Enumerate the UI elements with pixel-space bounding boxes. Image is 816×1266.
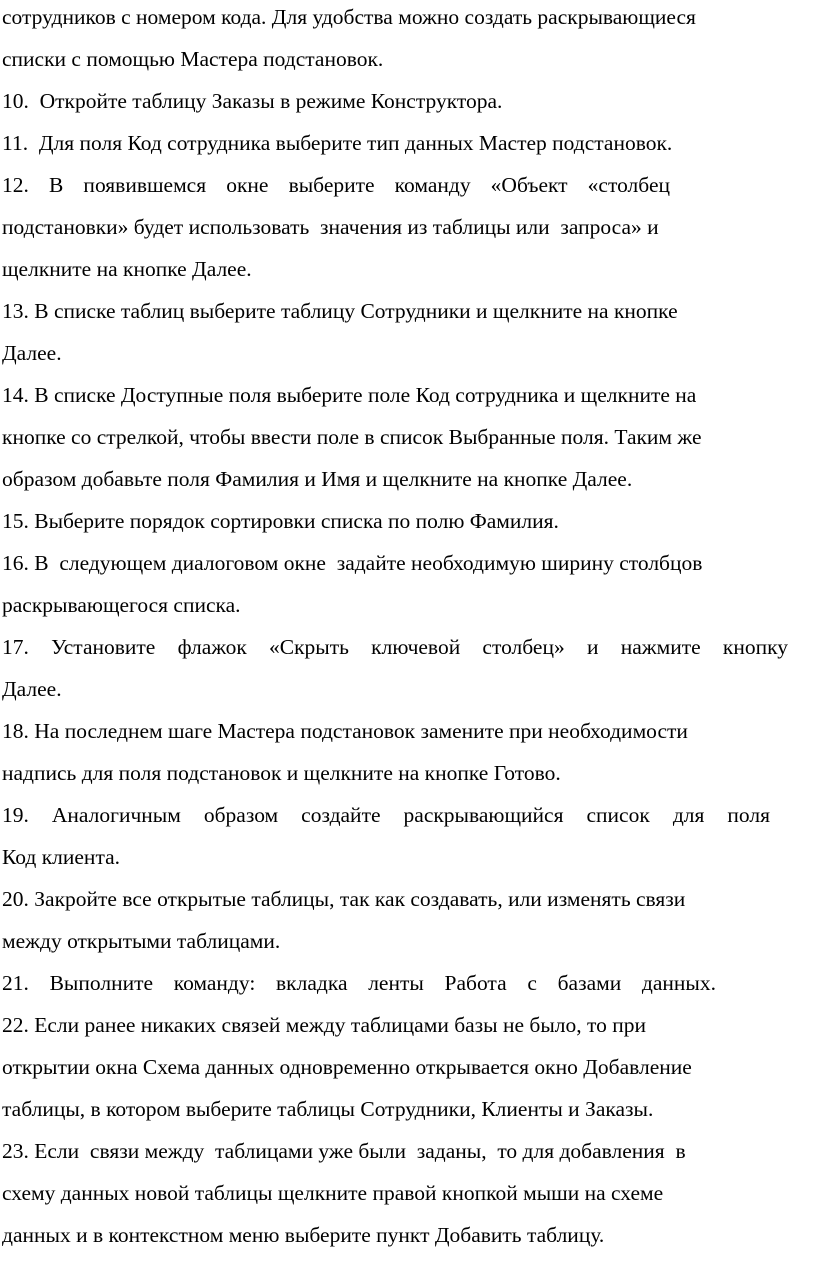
text-line-26: открытии окна Схема данных одновременно открывается окно Добавление xyxy=(2,1055,692,1079)
text-line-10: 14. В списке Доступные поля выберите поле Код сотрудника и щелкните на xyxy=(2,383,697,407)
text-line-5: 12. В появившемся окне выберите команду «Объект «столбец xyxy=(2,173,670,197)
text-line-6: подстановки» будет использовать значения из таблицы или запроса» и xyxy=(2,215,659,239)
text-line-14: 16. В следующем диалоговом окне задайте необходимую ширину столбцов xyxy=(2,551,703,575)
text-line-28: 23. Если связи между таблицами уже были заданы, то для добавления в xyxy=(2,1139,686,1163)
text-line-4: 11. Для поля Код сотрудника выберите тип данных Мастер подстановок. xyxy=(2,131,673,155)
text-line-12: образом добавьте поля Фамилия и Имя и щелкните на кнопке Далее. xyxy=(2,467,633,491)
text-line-22: 20. Закройте все открытые таблицы, так как создавать, или изменять связи xyxy=(2,887,686,911)
text-line-30: данных и в контекстном меню выберите пункт Добавить таблицу. xyxy=(2,1223,605,1247)
text-line-1: сотрудников с номером кода. Для удобства можно создать раскрывающиеся xyxy=(2,5,696,29)
text-line-18: 18. На последнем шаге Мастера подстановок замените при необходимости xyxy=(2,719,688,743)
text-line-17: Далее. xyxy=(2,677,62,701)
text-line-7: щелкните на кнопке Далее. xyxy=(2,257,252,281)
text-line-3: 10. Откройте таблицу Заказы в режиме Конструктора. xyxy=(2,89,503,113)
text-line-21: Код клиента. xyxy=(2,845,121,869)
text-line-25: 22. Если ранее никаких связей между таблицами базы не было, то при xyxy=(2,1013,647,1037)
text-line-11: кнопке со стрелкой, чтобы ввести поле в список Выбранные поля. Таким же xyxy=(2,425,702,449)
text-line-23: между открытыми таблицами. xyxy=(2,929,281,953)
text-line-29: схему данных новой таблицы щелкните правой кнопкой мыши на схеме xyxy=(2,1181,664,1205)
text-line-20: 19. Аналогичным образом создайте раскрывающийся список для поля xyxy=(2,803,770,827)
text-line-9: Далее. xyxy=(2,341,62,365)
text-line-13: 15. Выберите порядок сортировки списка по полю Фамилия. xyxy=(2,509,559,533)
text-line-27: таблицы, в котором выберите таблицы Сотрудники, Клиенты и Заказы. xyxy=(2,1097,654,1121)
text-line-2: списки с помощью Мастера подстановок. xyxy=(2,47,384,71)
text-line-15: раскрывающегося списка. xyxy=(2,593,241,617)
text-line-16: 17. Установите флажок «Скрыть ключевой столбец» и нажмите кнопку xyxy=(2,635,788,659)
text-line-8: 13. В списке таблиц выберите таблицу Сотрудники и щелкните на кнопке xyxy=(2,299,678,323)
text-line-24: 21. Выполните команду: вкладка ленты Работа с базами данных. xyxy=(2,971,716,995)
text-line-19: надпись для поля подстановок и щелкните на кнопке Готово. xyxy=(2,761,561,785)
